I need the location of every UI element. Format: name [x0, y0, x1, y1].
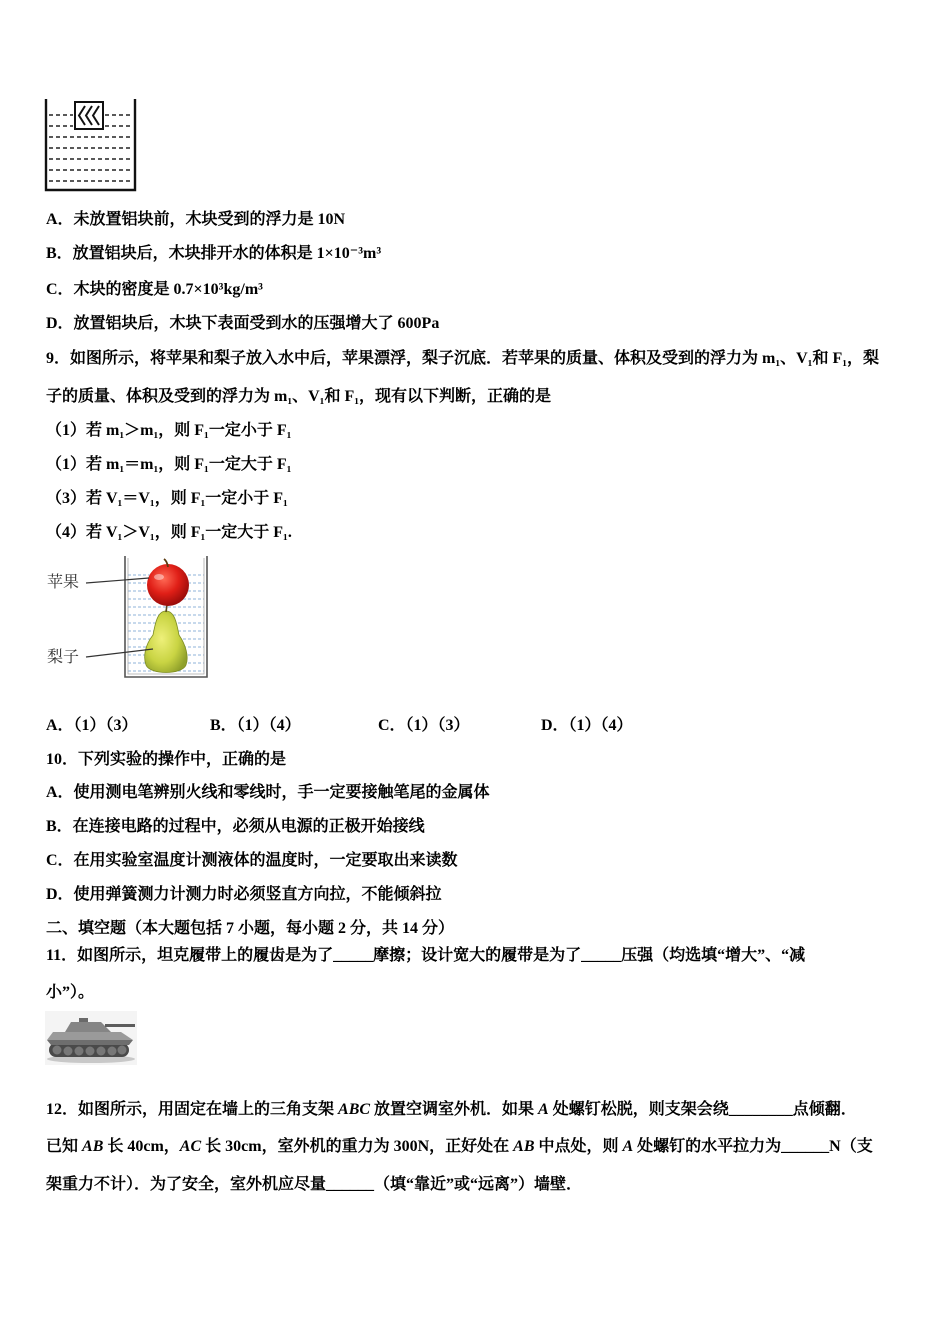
q9-statement-1: （1）若 m₁＞m₁，则 F₁一定小于 F₁	[46, 422, 292, 439]
q10-option-c: C．在用实验室温度计测液体的温度时，一定要取出来读数	[46, 852, 458, 869]
tank-hatch	[79, 1018, 88, 1022]
q12-text: 处螺钉松脱，则支架会绕________点倾翻．	[548, 1101, 857, 1118]
q8-option-b: B．放置铝块后，木块排开水的体积是 1×10⁻³m³	[46, 245, 382, 262]
tank-lower-hull	[47, 1040, 133, 1045]
q12-text: 架重力不计）．为了安全，室外机应尽量______（填“靠近”或“远离”）墙壁．	[46, 1176, 583, 1193]
q11-line-1: 11．如图所示，坦克履带上的履齿是为了_____摩擦；设计宽大的履带是为了_____压强（均选填“增大”、“减	[46, 947, 806, 964]
q8-option-a: A．未放置铝块前，木块受到的浮力是 10N	[46, 211, 346, 228]
apple-body	[147, 564, 189, 606]
tank-wheel	[75, 1047, 84, 1056]
wooden-block	[75, 102, 103, 129]
tank-upper-hull	[47, 1032, 133, 1040]
q12-text: 长 40cm，	[103, 1138, 180, 1155]
apple	[147, 559, 189, 606]
q9-statement-2: （1）若 m₁＝m₁，则 F₁一定大于 F₁	[46, 456, 292, 473]
apple-leader-line	[86, 578, 149, 583]
q12-line-1	[46, 1100, 857, 1120]
q12-text: 已知	[46, 1138, 83, 1155]
tank-wheel	[64, 1047, 73, 1056]
q9-option-d: D．（1）（4）	[541, 717, 633, 734]
pear-stem	[166, 605, 167, 612]
pear-body	[145, 611, 187, 673]
q12-text: 12．如图所示，用固定在墙上的三角支架	[46, 1101, 339, 1118]
tank-figure	[45, 1011, 137, 1065]
apple-label: 苹果	[47, 572, 80, 591]
q8-option-d: D．放置铝块后，木块下表面受到水的压强增大了 600Pa	[46, 315, 440, 332]
q10-stem: 10．下列实验的操作中，正确的是	[46, 751, 287, 768]
q9-stem-line-1: 9．如图所示，将苹果和梨子放入水中后，苹果漂浮，梨子沉底．若苹果的质量、体积及受到的浮力为 m₁、V₁和 F₁，梨	[46, 350, 880, 367]
q12-line-2	[46, 1137, 873, 1157]
q12-text: 处螺钉的水平拉力为______N（支	[633, 1138, 873, 1155]
q12-label-abc: ABC	[338, 1101, 371, 1118]
q12-label-ac: AC	[179, 1138, 202, 1155]
tank-wheel	[97, 1047, 106, 1056]
q12-text: 中点处，则	[534, 1138, 623, 1155]
tank-wheel	[53, 1046, 62, 1055]
apple-highlight	[154, 574, 164, 580]
q10-option-b: B．在连接电路的过程中，必须从电源的正极开始接线	[46, 818, 425, 835]
q9-stem-line-2: 子的质量、体积及受到的浮力为 m₁、V₁和 F₁，现有以下判断，正确的是	[46, 388, 552, 405]
q12-label-a: A	[538, 1101, 549, 1118]
q12-text: 放置空调室外机．如果	[370, 1101, 539, 1118]
q9-option-a: A．（1）（3）	[46, 717, 138, 734]
q9-statement-3: （3）若 V₁＝V₁，则 F₁一定小于 F₁	[46, 490, 288, 507]
tank-wheel	[86, 1047, 95, 1056]
q12-label-a: A	[622, 1138, 634, 1155]
q9-option-b: B．（1）（4）	[210, 717, 301, 734]
q9-option-c: C．（1）（3）	[378, 717, 470, 734]
q11-line-2: 小”）。	[46, 984, 95, 1001]
q12-label-ab: AB	[82, 1138, 104, 1155]
tank-wheel	[108, 1047, 117, 1056]
q8-option-c: C．木块的密度是 0.7×10³kg/m³	[46, 281, 263, 298]
pear-leader-line	[86, 649, 153, 657]
q10-option-a: A．使用测电笔辨别火线和零线时，手一定要接触笔尾的金属体	[46, 784, 490, 801]
q12-line-3	[46, 1175, 582, 1195]
container-block-figure	[40, 96, 140, 196]
q12-text: 长 30cm，室外机的重力为 300N，正好处在	[201, 1138, 514, 1155]
section-heading: 二、填空题（本大题包括 7 小题，每小题 2 分，共 14 分）	[46, 920, 455, 937]
pear-label: 梨子	[47, 647, 80, 666]
q10-option-d: D．使用弹簧测力计测力时必须竖直方向拉，不能倾斜拉	[46, 886, 442, 903]
q9-statement-4: （4）若 V₁＞V₁，则 F₁一定大于 F₁.	[46, 524, 292, 541]
tank-wheel	[118, 1046, 127, 1055]
q12-label-ab: AB	[513, 1138, 535, 1155]
tank-gun-barrel	[105, 1024, 135, 1027]
